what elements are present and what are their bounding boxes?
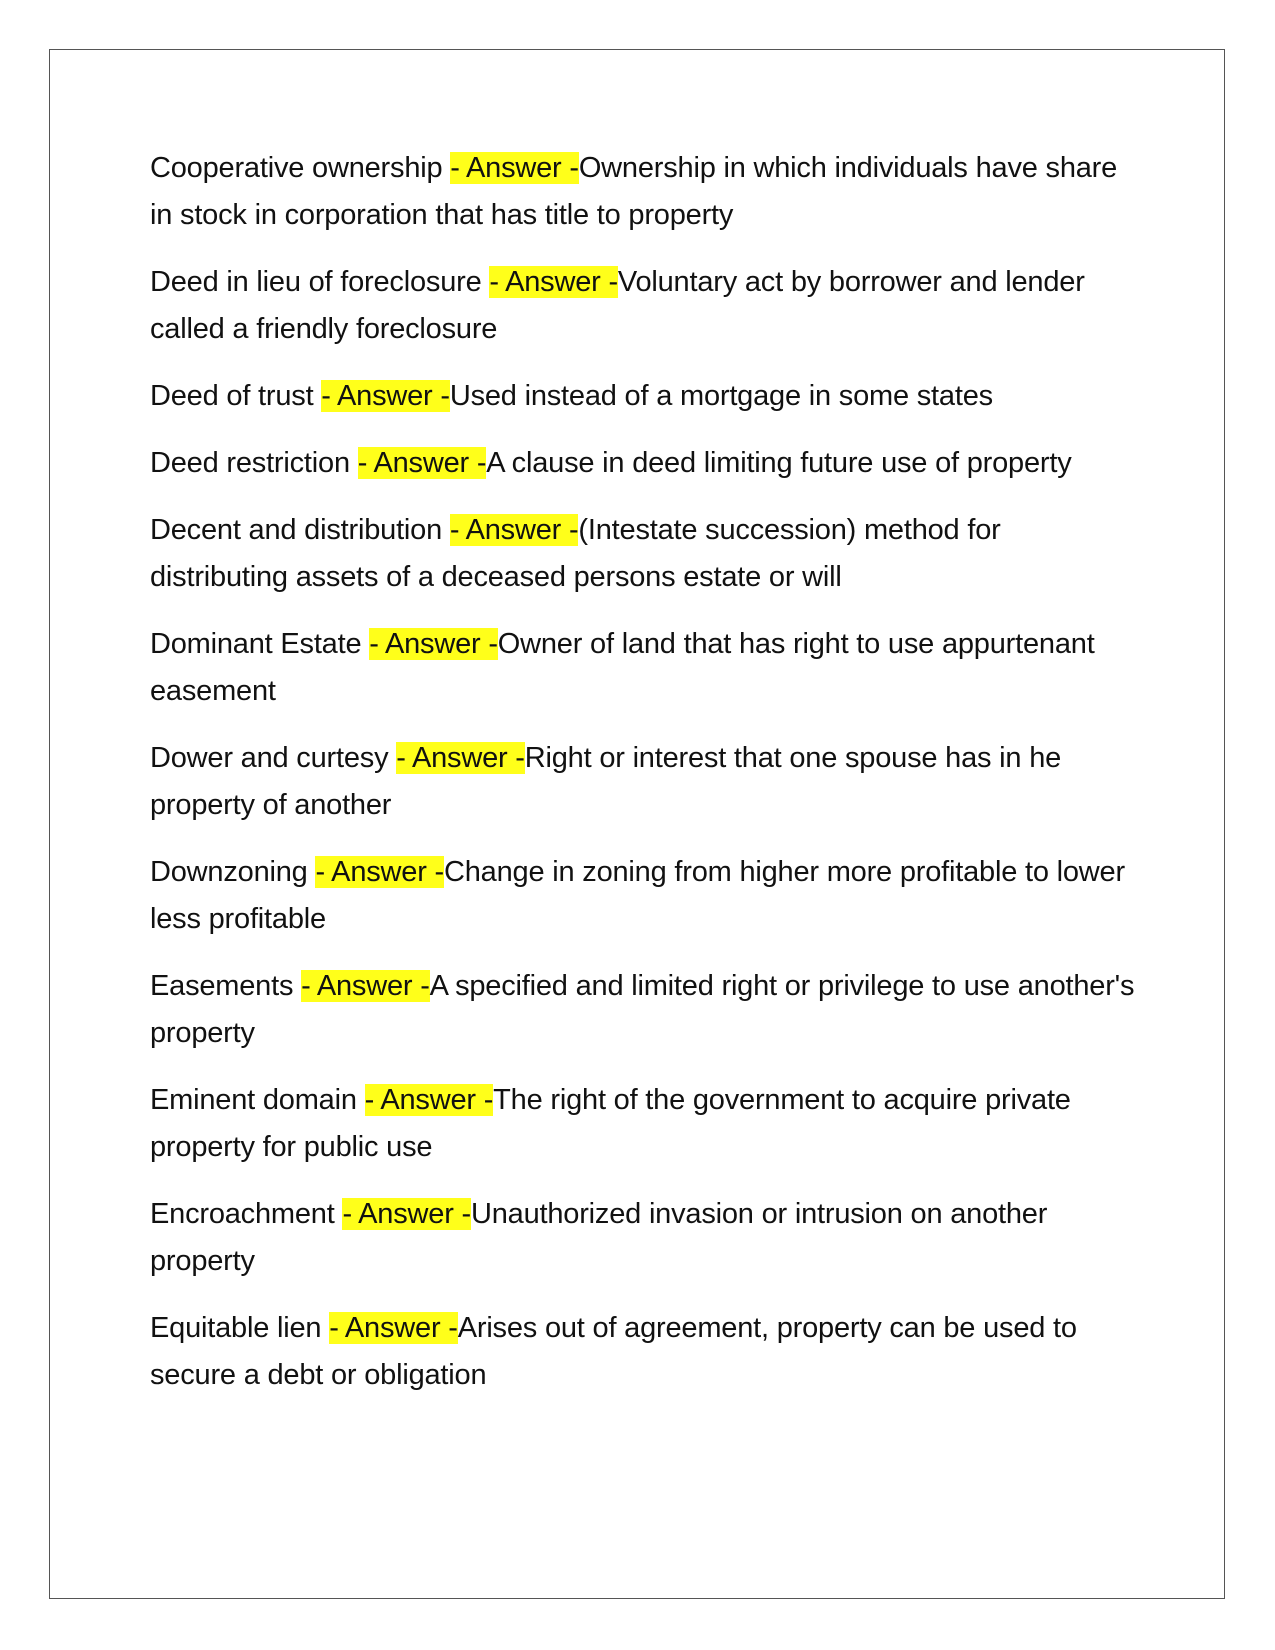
- entry-deed-restriction: [150, 440, 1140, 487]
- entry-dower-and-curtesy: [150, 735, 1140, 829]
- entry-easements: [150, 963, 1140, 1057]
- entry-definition: Used instead of a mortgage in some states: [449, 380, 993, 412]
- entry-term: Encroachment: [150, 1198, 343, 1230]
- entry-decent-and-distribution: [150, 507, 1140, 601]
- entry-downzoning: [150, 849, 1140, 943]
- entry-term: Easements: [150, 970, 302, 1002]
- entry-definition: Arises out of agreement, property can be used to secure a debt or obligation: [150, 1312, 1077, 1391]
- entry-definition: Voluntary act by borrower and lender called a friendly foreclosure: [150, 266, 1085, 345]
- answer-marker: - Answer -: [489, 266, 618, 298]
- entry-term: Eminent domain: [150, 1084, 365, 1116]
- answer-marker: - Answer -: [321, 380, 450, 412]
- entry-cooperative-ownership: [150, 145, 1140, 239]
- answer-marker: - Answer -: [315, 856, 444, 888]
- answer-marker: - Answer -: [396, 742, 525, 774]
- answer-marker: - Answer -: [329, 1312, 458, 1344]
- entry-term: Deed in lieu of foreclosure: [150, 266, 490, 298]
- answer-marker: - Answer -: [301, 970, 430, 1002]
- entry-definition: (Intestate succession) method for distributing assets of a deceased persons estate or will: [150, 514, 1001, 593]
- entry-term: Decent and distribution: [150, 514, 450, 546]
- entry-term: Deed restriction: [150, 447, 358, 479]
- entry-term: Dower and curtesy: [150, 742, 397, 774]
- entry-eminent-domain: [150, 1077, 1140, 1171]
- entry-definition: Owner of land that has right to use appurtenant easement: [150, 628, 1095, 707]
- entry-definition: Right or interest that one spouse has in he property of another: [150, 742, 1062, 821]
- entry-term: Deed of trust: [150, 380, 322, 412]
- entry-term: Downzoning: [150, 856, 316, 888]
- entry-definition: Ownership in which individuals have share in stock in corporation that has title to property: [150, 152, 1118, 231]
- answer-marker: - Answer -: [450, 152, 579, 184]
- answer-marker: - Answer -: [364, 1084, 494, 1116]
- flashcard-list: [150, 145, 1140, 1419]
- entry-term: Cooperative ownership: [150, 152, 451, 184]
- entry-term: Dominant Estate: [150, 628, 370, 660]
- entry-definition: Unauthorized invasion or intrusion on another property: [150, 1198, 1048, 1277]
- entry-definition: A clause in deed limiting future use of property: [486, 447, 1072, 479]
- answer-marker: - Answer -: [369, 628, 498, 660]
- answer-marker: - Answer -: [449, 514, 579, 546]
- entry-definition: Change in zoning from higher more profitable to lower less profitable: [150, 856, 1125, 935]
- answer-marker: - Answer -: [357, 447, 487, 479]
- entry-deed-in-lieu: [150, 259, 1140, 353]
- answer-marker: - Answer -: [342, 1198, 471, 1230]
- entry-definition: A specified and limited right or privilege to use another's property: [150, 970, 1135, 1049]
- entry-definition: The right of the government to acquire private property for public use: [150, 1084, 1071, 1163]
- entry-encroachment: [150, 1191, 1140, 1285]
- entry-term: Equitable lien: [150, 1312, 330, 1344]
- entry-dominant-estate: [150, 621, 1140, 715]
- entry-deed-of-trust: [150, 373, 1140, 420]
- entry-equitable-lien: [150, 1305, 1140, 1399]
